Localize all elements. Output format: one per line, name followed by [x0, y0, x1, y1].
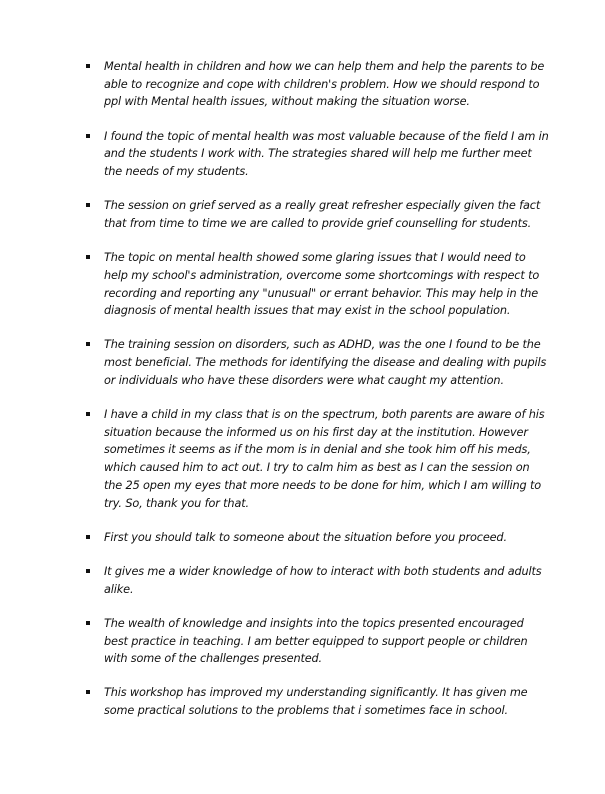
- square-bullet-icon: [86, 134, 90, 138]
- square-bullet-icon: [86, 342, 90, 346]
- list-item-text: I have a child in my class that is on the spectrum, both parents are aware of his situation because the informed us on his first day at the institution. However sometimes it seems as if the mom is in denial and she took him off his meds, which caused him to act out. I try to calm him as best as I can the session on the 25 open my eyes that more needs to be done for him, which I am willing to try. So, thank you for that.: [104, 408, 545, 510]
- list-item: [0, 336, 550, 389]
- list-item: [0, 406, 550, 512]
- list-item-text: Mental health in children and how we can help them and help the parents to be able to recognize and cope with children's problem. How we should respond to ppl with Mental health issues, without making the situation worse.: [104, 60, 545, 109]
- list-item-text: I found the topic of mental health was most valuable because of the field I am in and the students I work with. The strategies shared will help me further meet the needs of my students.: [104, 129, 549, 179]
- list-item: [0, 197, 550, 232]
- square-bullet-icon: [86, 64, 90, 68]
- list-item: [0, 529, 550, 547]
- list-item-text: First you should talk to someone about the situation before you proceed.: [104, 530, 507, 544]
- list-item: [0, 58, 550, 111]
- list-item-text: The session on grief served as a really great refresher especially given the fact that from time to time we are called to provide grief counselling for students.: [104, 199, 541, 230]
- list-item: [0, 128, 550, 181]
- list-item-text: The topic on mental health showed some glaring issues that I would need to help my school's administration, overcome some shortcomings with respect to recording and reporting any "unusual" or errant behavior. This may help in the diagnosis of mental health issues that may exist in the school population.: [104, 251, 540, 318]
- list-item-text: This workshop has improved my understanding significantly. It has given me some practical solutions to the problems that i sometimes face in school.: [104, 686, 528, 718]
- square-bullet-icon: [86, 690, 90, 694]
- square-bullet-icon: [86, 569, 90, 573]
- feedback-bullet-list: [0, 58, 605, 736]
- list-item-text: The wealth of knowledge and insights into the topics presented encouraged best practice in teaching. I am better equipped to support people or children with some of the challenges presented.: [104, 616, 528, 666]
- list-item: [0, 249, 550, 320]
- list-item-text: It gives me a wider knowledge of how to interact with both students and adults alike.: [104, 564, 542, 596]
- square-bullet-icon: [86, 535, 90, 539]
- list-item-text: The training session on disorders, such as ADHD, was the one I found to be the most beneficial. The methods for identifying the disease and dealing with pupils or individuals who have these disorders were what caught my attention.: [104, 338, 547, 387]
- list-item: [0, 684, 550, 719]
- list-item: [0, 563, 550, 598]
- square-bullet-icon: [86, 621, 90, 625]
- list-item: [0, 615, 550, 668]
- square-bullet-icon: [86, 203, 90, 207]
- square-bullet-icon: [86, 255, 90, 259]
- square-bullet-icon: [86, 412, 90, 416]
